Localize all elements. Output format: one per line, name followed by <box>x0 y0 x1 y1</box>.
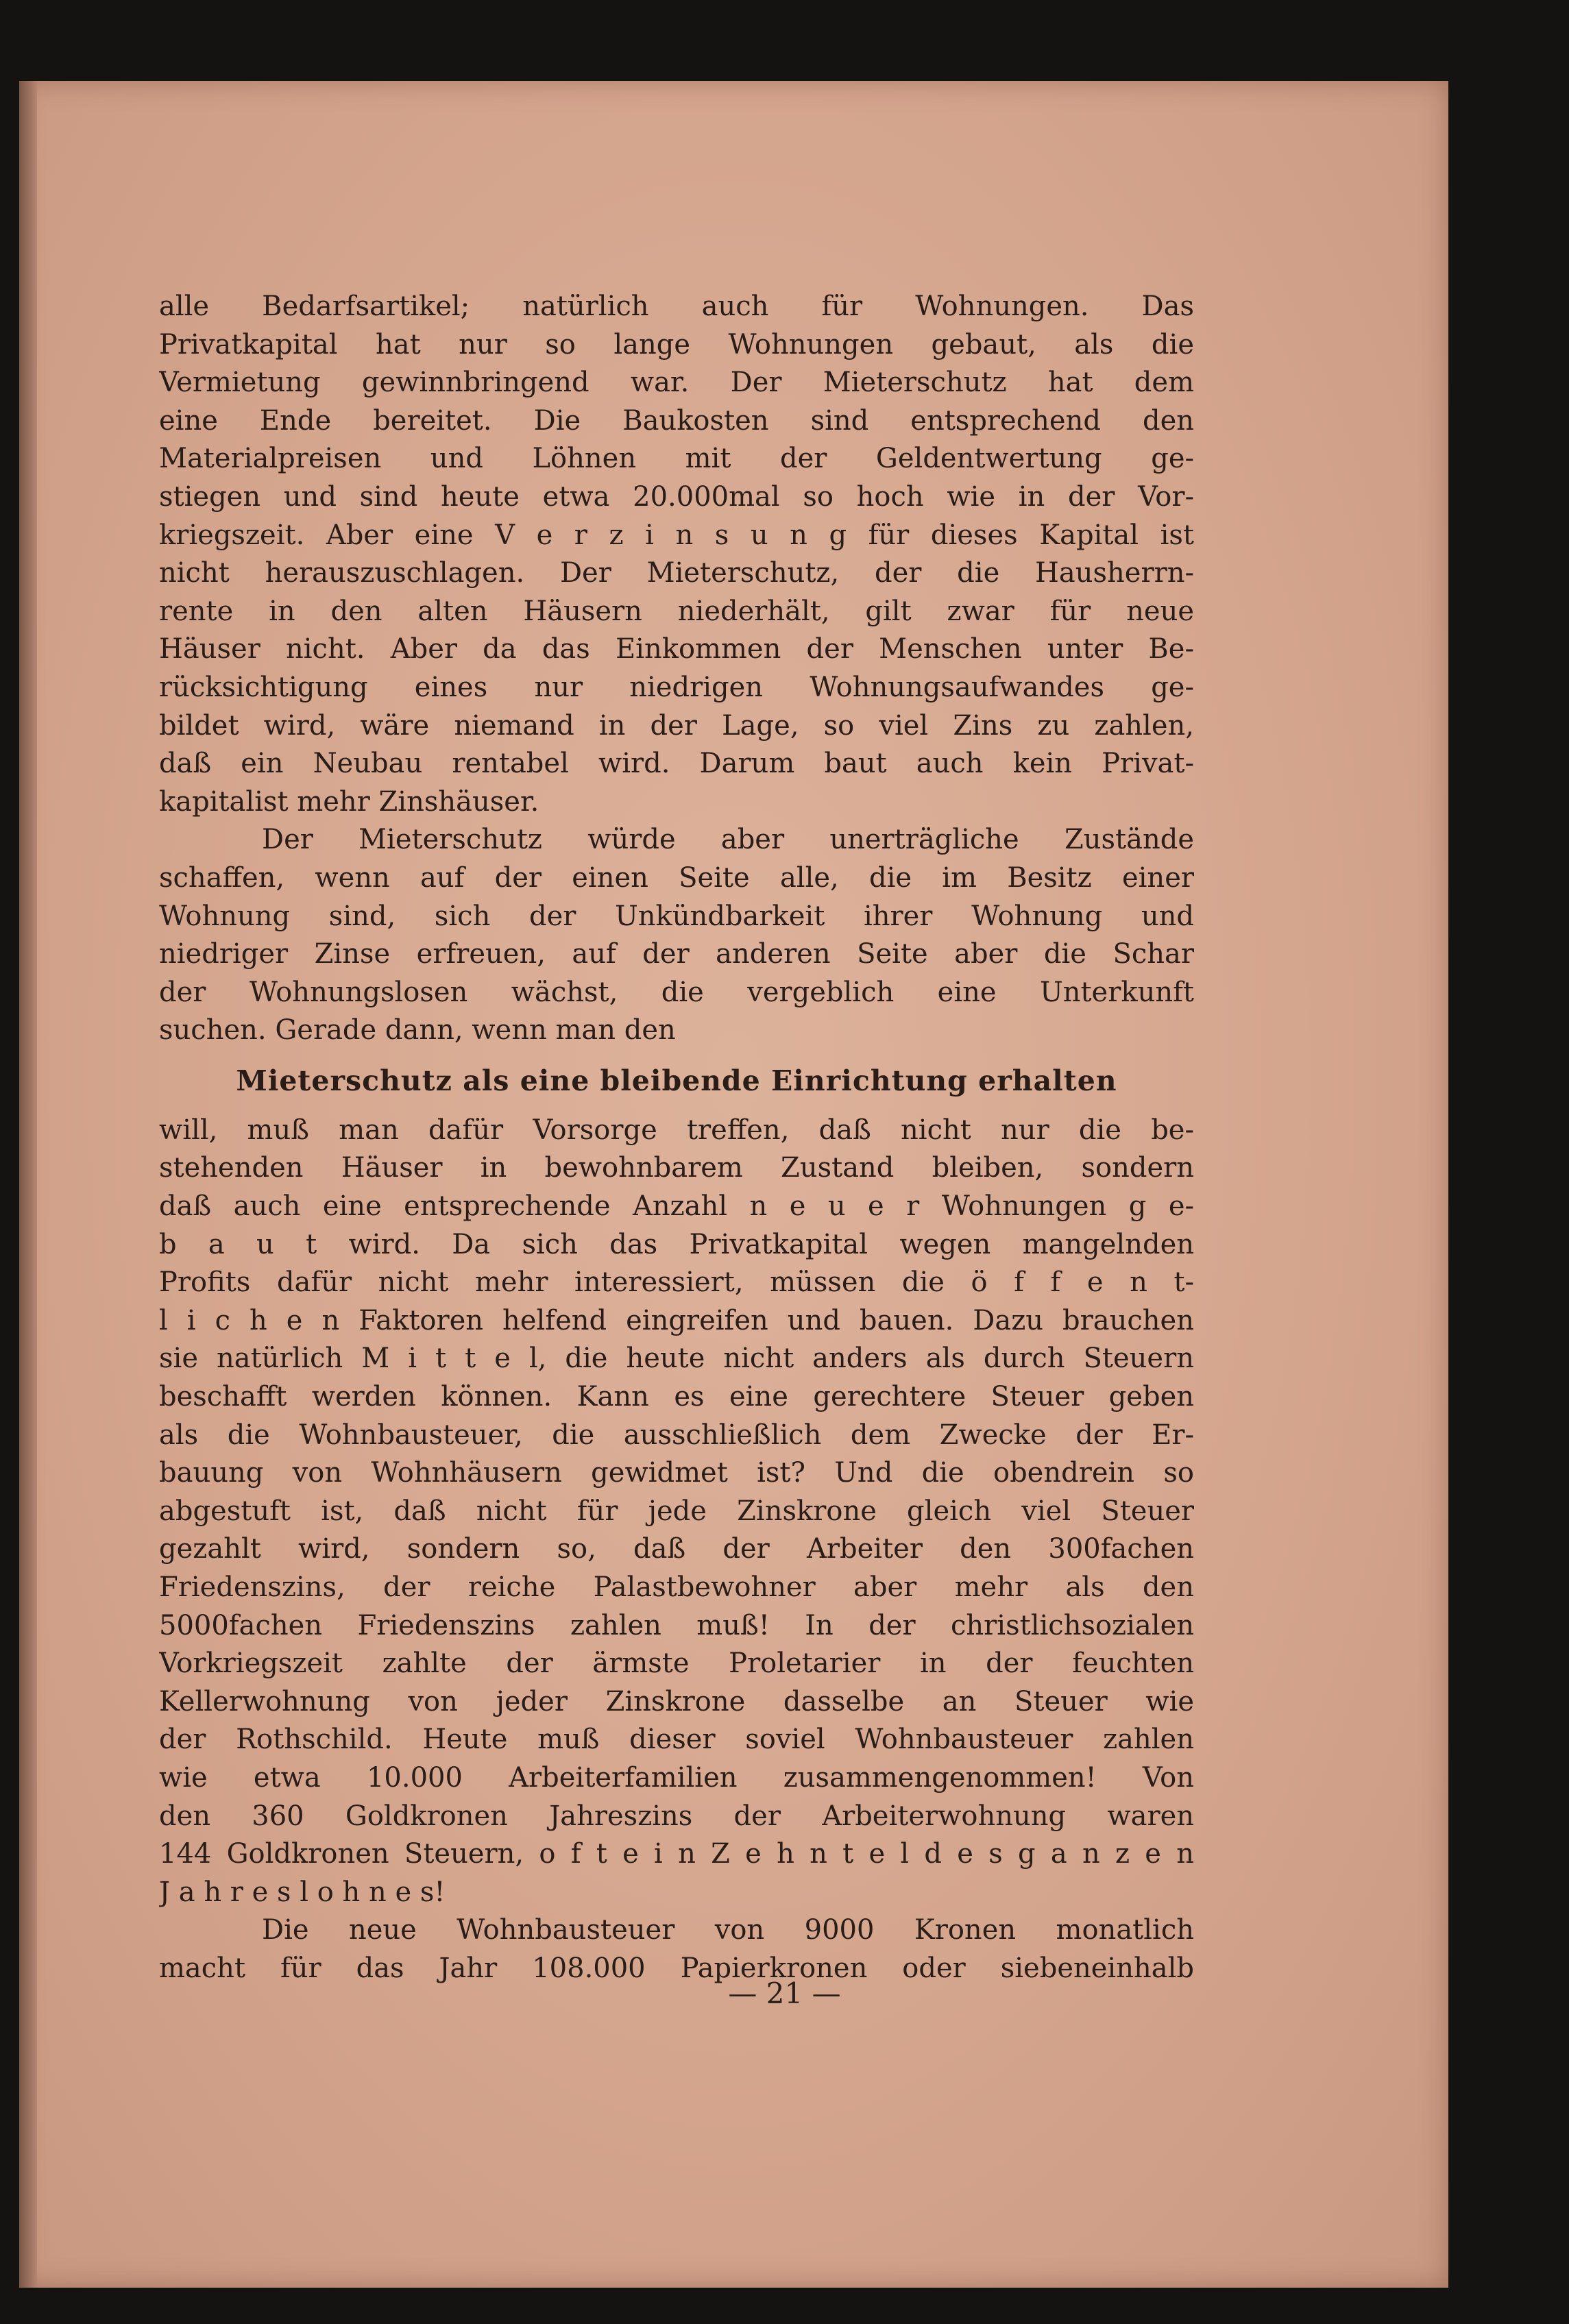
text-line: Kellerwohnung von jeder Zinskrone dasselbe an Steuer wie <box>159 1685 1194 1717</box>
text-line: 144 Goldkronen Steuern, o f t e i n Z e h n t e l d e s g a n z e n <box>159 1838 1194 1870</box>
text-line: J a h r e s l o h n e s! <box>159 1876 446 1908</box>
text-line: rücksichtigung eines nur niedrigen Wohnungsaufwandes ge- <box>159 671 1194 703</box>
text-line: den 360 Goldkronen Jahreszins der Arbeiterwohnung waren <box>159 1800 1194 1832</box>
text-line: niedriger Zinse erfreuen, auf der anderen Seite aber die Schar <box>159 938 1194 970</box>
paragraph-3 <box>159 1112 1194 1911</box>
text-line: beschafft werden können. Kann es eine gerechtere Steuer geben <box>159 1381 1194 1413</box>
text-line: Profits dafür nicht mehr interessiert, müssen die ö f f e n t- <box>159 1267 1194 1299</box>
text-line: eine Ende bereitet. Die Baukosten sind entsprechend den <box>159 404 1194 437</box>
text-line: kriegszeit. Aber eine V e r z i n s u n g für dieses Kapital ist <box>159 519 1194 551</box>
text-line: Die neue Wohnbausteuer von 9000 Kronen monatlich <box>262 1914 1194 1946</box>
text-line: kapitalist mehr Zinshäuser. <box>159 785 539 818</box>
text-line: stehenden Häuser in bewohnbarem Zustand bleiben, sondern <box>159 1152 1194 1184</box>
text-line: Der Mieterschutz würde aber unerträgliche Zustände <box>262 824 1194 856</box>
page-number: — 21 — <box>728 1977 841 2010</box>
text-line: alle Bedarfsartikel; natürlich auch für Wohnungen. Das <box>159 291 1194 322</box>
text-line: suchen. Gerade dann, wenn man den <box>159 1014 676 1047</box>
text-line: abgestuft ist, daß nicht für jede Zinskrone gleich viel Steuer <box>159 1495 1194 1527</box>
text-line: will, muß man dafür Vorsorge treffen, daß nicht nur die be- <box>159 1114 1194 1146</box>
text-line: daß auch eine entsprechende Anzahl n e u e r Wohnungen g e- <box>159 1190 1194 1223</box>
page-spine-edge <box>19 81 37 2288</box>
text-line: bildet wird, wäre niemand in der Lage, so viel Zins zu zahlen, <box>159 709 1194 742</box>
text-line: der Wohnungslosen wächst, die vergeblich eine Unterkunft <box>159 976 1194 1008</box>
text-line: Häuser nicht. Aber da das Einkommen der Menschen unter Be- <box>159 633 1194 665</box>
text-line: rente in den alten Häusern niederhält, gilt zwar für neue <box>159 595 1194 627</box>
paragraph-1 <box>159 288 1194 821</box>
text-line: Materialpreisen und Löhnen mit der Geldentwertung ge- <box>159 443 1194 475</box>
text-line: l i c h e n Faktoren helfend eingreifen und bauen. Dazu brauchen <box>159 1304 1194 1336</box>
text-line: b a u t wird. Da sich das Privatkapital wegen mangelnden <box>159 1228 1194 1260</box>
page-text <box>159 288 1194 1988</box>
text-line: schaffen, wenn auf der einen Seite alle, die im Besitz einer <box>159 861 1194 894</box>
section-heading: Mieterschutz als eine bleibende Einrichtung erhalten <box>236 1064 1117 1097</box>
text-line: wie etwa 10.000 Arbeiterfamilien zusammengenommen! Von <box>159 1761 1194 1794</box>
text-line: Wohnung sind, sich der Unkündbarkeit ihrer Wohnung und <box>159 900 1194 932</box>
text-line: bauung von Wohnhäusern gewidmet ist? Und die obendrein so <box>159 1457 1194 1489</box>
text-line: sie natürlich M i t t e l, die heute nicht anders als durch Steuern <box>159 1343 1194 1375</box>
text-line: stiegen und sind heute etwa 20.000mal so hoch wie in der Vor- <box>159 480 1194 513</box>
text-line: Privatkapital hat nur so lange Wohnungen gebaut, als die <box>159 328 1194 360</box>
text-line: Vermietung gewinnbringend war. Der Mieterschutz hat dem <box>159 367 1194 399</box>
text-line: Vorkriegszeit zahlte der ärmste Proletarier in der feuchten <box>159 1648 1194 1680</box>
text-line: nicht herauszuschlagen. Der Mieterschutz, der die Hausherrn- <box>159 557 1194 589</box>
text-line: Friedenszins, der reiche Palastbewohner aber mehr als den <box>159 1571 1194 1603</box>
paragraph-2 <box>159 821 1194 1050</box>
text-line: macht für das Jahr 108.000 Papierkronen oder siebeneinhalb <box>159 1952 1194 1984</box>
text-line: als die Wohnbausteuer, die ausschließlich dem Zwecke der Er- <box>159 1419 1194 1451</box>
text-line: gezahlt wird, sondern so, daß der Arbeiter den 300fachen <box>159 1533 1194 1565</box>
text-line: daß ein Neubau rentabel wird. Darum baut auch kein Privat- <box>159 748 1194 780</box>
text-line: der Rothschild. Heute muß dieser soviel Wohnbausteuer zahlen <box>159 1724 1194 1756</box>
text-line: 5000fachen Friedenszins zahlen muß! In der christlichsozialen <box>159 1609 1194 1641</box>
